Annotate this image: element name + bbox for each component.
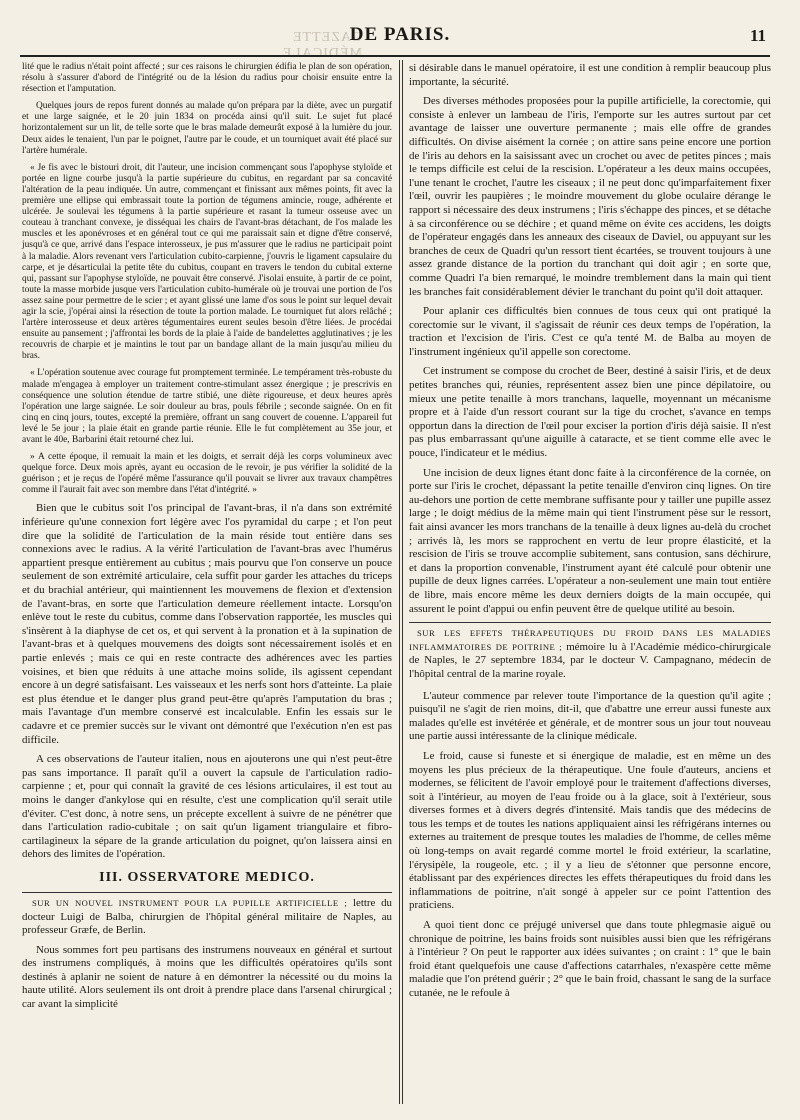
bleed-through-ghost-text: GAZETTE MÉDICALE xyxy=(281,30,362,61)
left-paragraph-4: A ces observations de l'auteur italien, nous en ajouterons une qui n'est peut-être pas sans importance. Il paraît qu'il a ouvert la capsule de l'articulation radio-carpienne ; et, pour qui connaît la gravité de ces lésions articulaires, il est tout au moins le danger d'ankylose qui en résulte, c'est une complication qu'il serait utile d'éviter. C'est donc, à notre sens, un précepte excellent à suivre de ne pénétrer que dans l'articulation radio-cubitale ; on sait qu'un ligament triangulaire et fibro-cartilagineux la sépare de la grande articulation du poignet, qu'on laissera ainsi en dehors des limites de l'opération. xyxy=(22,753,392,861)
article-heading-froid xyxy=(409,627,771,681)
left-paragraph-1: lité que le radius n'était point affecté ; sur ces raisons le chirurgien édifia le plan de son opération, résolu à s'assurer d'abord de l'intégrité ou de la lésion du radius pour choisir ensuite entre la résection et l'amputation. xyxy=(22,62,392,95)
right-paragraph-4: Cet instrument se compose du crochet de Beer, destiné à saisir l'iris, et de deux petites branches qui, réunies, représentent assez bien une pince dépilatoire, ou mieux une petite tenaille à mors tranchans, laquelle, moyennant un mécanisme propre et à l'aide d'un ressort courant sur la tige du crochet, s'avance en temps opportun dans la direction de l'œil pour exciser la portion d'iris déjà saisie. Il n'est pas plus embarrassant qu'une aiguille à cataracte, et se tient comme elle avec le pouce, l'indicateur et le médius. xyxy=(409,365,771,460)
right-paragraph-8: A quoi tient donc ce préjugé universel que dans toute phlegmasie aiguë ou chronique de poitrine, les bains froids sont nuisibles aussi bien que les réfrigérans à l'intérieur ? On peut le rapporter aux idées suivantes ; on craint : 1° que le bain froid étant quelquefois une cause d'affections catarrhales, n'exaspère cette même maladie que l'on prétend guérir ; 2° que le bain froid, chassant le sang de la surface cutanée, ne le refoule à xyxy=(409,919,771,999)
column-divider-inner xyxy=(402,60,403,1104)
article-heading-caps-2: SUR LES EFFETS THÉRAPEUTIQUES DU FROID DANS LES MALADIES INFLAMMATOIRES DE POITRINE ; xyxy=(409,628,771,652)
left-quote-1: « Je fis avec le bistouri droit, dit l'auteur, une incision commençant sous l'apophyse styloïde et portée en ligne courbe jusqu'à la partie supérieure du cubitus, en regardant par sa concavité l'altération de la peau indiquée. Un autre, commençant et finissant aux mêmes points, fit avec la première une ellipse qui embrassait toute la portion de tégumens amincie, rouge, adhérente et ulcérée. Je soulevai les tégumens à la partie supérieure et rasant la tumeur osseuse avec un couteau à tranchant convexe, je disséquai les chairs de l'avant-bras détachant, de l'os malade les muscles et les aponévroses et en général tout ce qui me paraissait sain et digne d'être conservé, jusqu'à ce que, arrivé dans l'espace interosseux, je pus m'assurer que le radius ne participait point à la maladie. Alors revenant vers l'articulation cubito-carpienne, j'ouvris le ligament capsulaire du carpe, et je désarticulai la petite tête du cubitus, coupant en travers le tendon du cubital externe qui, passant sur l'apophyse styloïde, ne pouvait être conservé. J'isolai ensuite, à partir de ce point, toute la masse morbide jusque vers l'articulation cubito-humérale où je trouvai une portion de l'os assez saine pour permettre de le scier ; et ayant glissé une lame d'os sous le point sur lequel devait agir la scie, j'opérai ainsi la résection de toute la portion malade. Le tourniquet fut alors relâché ; l'artère interosseuse et deux artères tégumentaires eurent seules besoin d'être liées. Je procédai ensuite au pansement ; j'affrontai les bords de la plaie à l'aide de bandelettes agglutinatives ; je les recouvris de charpie et je maintins le tout par un bandage allant de la main jusqu'au milieu du bras. xyxy=(22,162,392,362)
right-paragraph-3: Pour aplanir ces difficultés bien connues de tous ceux qui ont pratiqué la corectomie sur le vivant, il s'agissait de réunir ces deux temps de l'opération, la traction et l'excision de l'iris. C'est ce qu'a tenté M. de Balba au moyen de l'instrument ingénieux qu'il appelle son corectome. xyxy=(409,305,771,358)
left-column xyxy=(22,62,392,1018)
left-paragraph-3: Bien que le cubitus soit l'os principal de l'avant-bras, il n'a dans son extrémité inférieure qu'une connexion fort légère avec l'os pyramidal du carpe ; et l'on peut dire que la solidité de l'articulation de la main réside tout entière dans ses connexions avec le radius. A la vérité l'articulation de l'avant-bras avec l'humérus appartient presque entièrement au cubitus ; mais pourvu que l'on conserve un pouce seulement de son extrémité articulaire, cela suffit pour garder les attaches du triceps et du brachial antérieur, qui maintiennent les mouvemens de flexion et d'extension de l'avant-bras, en sorte que l'articulation demeure réellement intacte. Lorsqu'on enlève tout le reste du cubitus, comme dans l'observation rapportée, les muscles qui s'insèrent à la diaphyse de cet os, et qui servent à la pronation et à la supination de l'avant-bras et à quelques mouvemens des doigts sont nécessairement isolés et en partie enlevés ; mais ce qui en reste contracte des adhérences avec les parties voisines, et bien que réduits à une attache moins solide, ils agissent cependant encore à un degré satisfaisant. Les vaisseaux et les nerfs sont hors d'atteinte. La plaie est plus étendue et le danger plus grand peut-être qu'après l'amputation du bras ; mais l'avantage d'un membre conservé est incalculable. Enfin les essais sur le cadavre et ce premier succès sur le vivant ont démontré que l'exécution n'en est pas difficile. xyxy=(22,502,392,746)
article-heading-byline-2: mémoire lu à l'Académie médico-chirurgicale de Naples, le 27 septembre 1834, par le docteur V. Campagnano, médecin de l'hôpital central de la marine royale. xyxy=(409,640,771,680)
right-paragraph-5: Une incision de deux lignes étant donc faite à la circonférence de la cornée, on porte sur l'iris le crochet, dépassant la petite tenaille d'environ cinq lignes. On tire au-dehors une portion de cette membrane suffisante pour y tailler une pupille assez large ; le doigt médius de la même main qui tient l'instrument pèse sur le ressort, fait ainsi avancer les mors tranchans de la tenaille à deux lignes au-delà du crochet ; arrivés là, les mors se rapprochent en vertu de leur propre élasticité, et la rescision de l'iris se trouve accomplie subitement, sans contusion, sans déchirure, et dans la proportion convenable, l'instrument ayant été calculé pour obtenir une pupille de deux lignes carrées. L'opérateur a non-seulement une main tout entière de libre, mais encore même les deux derniers doigts de la main occupée, qui assurent le point d'appui ou enfin peuvent être de quelque utilité au besoin. xyxy=(409,466,771,615)
right-paragraph-6: L'auteur commence par relever toute l'importance de la question qu'il agite ; puisqu'il ne s'agit de rien moins, dit-il, que d'abattre une erreur aussi funeste aux malades qu'elle est invétérée et générale, et de montrer sous un jour tout nouveau une partie aussi intéressante de la clinique médicale. xyxy=(409,689,771,743)
left-quote-2: « L'opération soutenue avec courage fut promptement terminée. Le tempérament très-robuste du malade m'engagea à employer un traitement contre-stimulant assez énergique ; je prescrivis en conséquence une solution étendue de tartre stibié, une diète rigoureuse, et deux heures après l'opération une large saignée. Le soir douleur au bras, pouls fébrile ; seconde saignée. On en fit cinq en cinq jours, toutes, excepté la première, offrant un sang couvert de couenne. L'appareil fut levé le 5e jour ; la plaie était en grande partie réunie. Elle le fut complètement au 35e jour, et avant le 40e, Barbarini était retourné chez lui. xyxy=(22,368,392,445)
article-heading-caps: SUR UN NOUVEL INSTRUMENT POUR LA PUPILLE ARTIFICIELLE ; xyxy=(32,897,348,908)
left-quote-3: » A cette époque, il remuait la main et les doigts, et serrait déjà les corps volumineux avec quelque force. Deux mois après, ayant eu occasion de le revoir, je pus vérifier la solidité de la guérison ; et je reçus de l'opéré même l'assurance qu'il pouvait se livrer aux travaux champêtres comme il l'aurait fait avec son membre dans l'état d'intégrité. » xyxy=(22,452,392,496)
running-head-title: DE PARIS. xyxy=(349,24,451,45)
left-paragraph-2: Quelques jours de repos furent donnés au malade qu'on prépara par la diète, avec un purgatif et une large saignée, et le 20 juin 1834 on procéda ainsi qu'il suit. Le sujet fut placé horizontalement sur un lit, de telle sorte que le bras malade demeurât exposé à la lumière du jour. Deux aides le tenaient, l'un par le poignet, l'autre par le coude, et un tourniquet avait été placé sur l'artère humérale. xyxy=(22,101,392,156)
page-number: 11 xyxy=(749,26,766,45)
left-paragraph-5: Nous sommes fort peu partisans des instrumens nouveaux en général et surtout des instrumens compliqués, à moins que les difficultés opératoires qu'ils sont destinés à aplanir ne soient de nature à en démontrer la nécessité ou du moins la haute utilité. Alors seulement ils ont droit à prendre place dans l'arsenal chirurgical ; car avant la simplicité xyxy=(22,943,392,1011)
right-column xyxy=(409,62,771,1007)
section-rule xyxy=(22,892,392,893)
section-title: III. OSSERVATORE MEDICO. xyxy=(99,869,315,885)
right-paragraph-7: Le froid, cause si funeste et si énergique de maladie, est en même un des moyens les plus précieux de la thérapeutique. Une foule d'auteurs, anciens et modernes, se félicitent de l'avoir employé pour le traitement d'affections diverses, soit à l'intérieur, au moyen de l'eau froide ou à la glace, soit à l'extérieur, sous diverses formes et à divers degrés d'intensité. Mais tandis que des médecins de tous les temps et de toutes les nations appliquaient ainsi les réfrigérans internes ou externes au traitement de presque toutes les maladies de l'homme, de celles même où long-temps on avait regardé comme mortel le froid extérieur, la scarlatine, l'érysipèle, la rougeole, etc. ; il y a lieu de s'étonner que personne encore, établissant par des expériences directes les effets thérapeutiques du froid dans les inflammations de poitrine, n'ait songé à appeler sur ce point l'attention des praticiens. xyxy=(409,749,771,912)
article-rule xyxy=(409,622,771,623)
right-paragraph-2: Des diverses méthodes proposées pour la pupille artificielle, la corectomie, qui consiste à enlever un lambeau de l'iris, l'emporte sur les autres surtout par cet avantage de laisser une ouverture permanente ; mais elle offre de grandes difficultés. On divise aisément la cornée ; on attire sans peine encore une portion de l'iris au dehors en la saisissant avec un crochet ou avec de petites pinces ; mais le temps difficile est celui de la rescision. L'opérateur a les deux mains occupées, l'une tenant le crochet, l'autre les ciseaux ; il ne peut donc qu'imparfaitement fixer l'œil, ouvrir les paupières ; le moindre mouvement du globe oculaire dérange le rapport si nécessaire des deux instrumens ; l'iris s'échappe des pinces, et se détache à sa circonférence ou se déchire ; et quand même on évite ces accidens, les doigts de l'opérateur engagés dans les anneaux des ciseaux de Daviel, ou appuyant sur les branches de ceux de Quadri qu'un ressort tient écartées, se trouvent toujours à une assez grande distance de la portion du tranchant qui doit agir ; en sorte que, comme Quadri l'a bien remarqué, le moindre tremblement dans la main qui tient les branches fait considérablement dévier le tranchant du point qu'il doit attaquer. xyxy=(409,95,771,298)
column-divider xyxy=(399,60,400,1104)
article-heading-instrument xyxy=(22,897,392,938)
header-rule xyxy=(20,55,770,57)
right-paragraph-1: si désirable dans le manuel opératoire, il est une condition à remplir beaucoup plus importante, la sécurité. xyxy=(409,62,771,88)
article-heading-byline: lettre du docteur Luigi de Balba, chirurgien de l'hôpital général militaire de Naples, au professeur Græfe, de Berlin. xyxy=(22,896,392,937)
